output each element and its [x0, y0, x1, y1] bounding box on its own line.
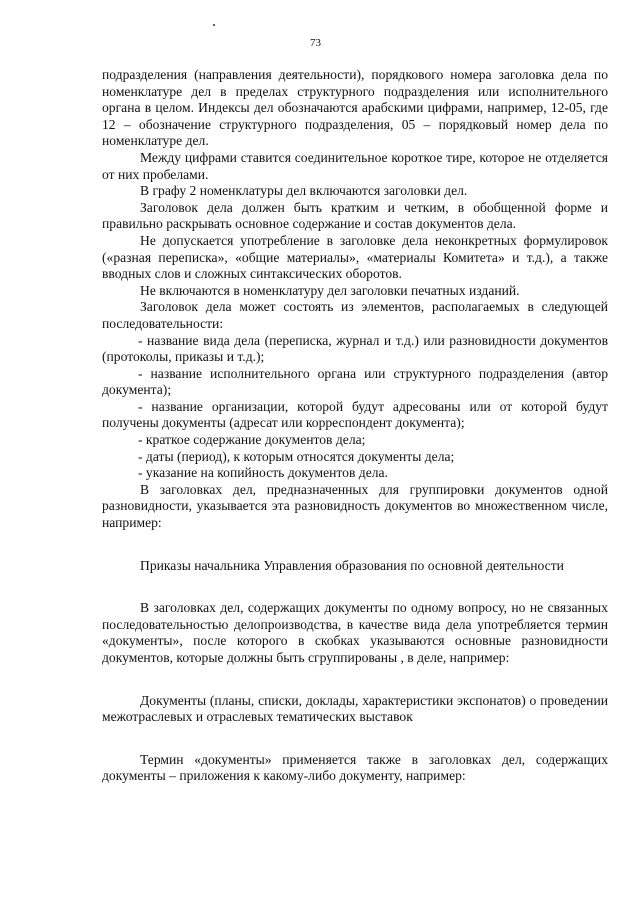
paragraph-not-allowed: Не допускается употребление в заголовке дела неконкретных формулировок («разная переписка», «общие материалы», «материалы Комитета» и т.д.), а также вводных слов и сложных синтаксических оборотов.	[102, 232, 608, 282]
paragraph-column-two: В графу 2 номенклатуры дел включаются заголовки дел.	[140, 183, 468, 199]
list-item: - название организации, которой будут адресованы или от которой будут получены документы (адресат или корреспондент документа);	[102, 398, 608, 431]
paragraph-grouping: В заголовках дел, предназначенных для группировки документов одной разновидности, указывается эта разновидность документов во множественном числе, например:	[102, 481, 608, 531]
paragraph-dash-rule: Между цифрами ставится соединительное короткое тире, которое не отделяется от них пробелами.	[102, 149, 608, 182]
paragraph-title-requirements: Заголовок дела должен быть кратким и четким, в обобщенной форме и правильно раскрывать основное содержание и состав документов дела.	[102, 199, 608, 232]
page-number: 73	[310, 37, 321, 49]
paragraph-attachments: Термин «документы» применяется также в заголовках дел, содержащих документы – приложения к какому-либо документу, например:	[102, 751, 608, 784]
example-documents: Документы (планы, списки, доклады, характеристики экспонатов) о проведении межотраслевых и отраслевых тематических выставок	[102, 692, 608, 725]
list-item: - название исполнительного органа или структурного подразделения (автор документа);	[102, 365, 608, 398]
paragraph-not-included: Не включаются в номенклатуру дел заголовки печатных изданий.	[140, 282, 520, 298]
list-item: - даты (период), к которым относятся документы дела;	[138, 448, 455, 464]
scan-speck	[213, 24, 215, 26]
example-orders: Приказы начальника Управления образования по основной деятельности	[140, 557, 564, 573]
paragraph-documents-term: В заголовках дел, содержащих документы по одному вопросу, но не связанных последовательностью делопроизводства, в качестве вида дела употребляется термин «документы», после которого в скобках указываются основные разновидности документов, которые должны быть сгруппированы , в деле, например:	[102, 600, 608, 665]
list-item: - краткое содержание документов дела;	[138, 432, 366, 448]
body-text	[102, 67, 608, 785]
paragraph-title-elements: Заголовок дела может состоять из элементов, располагаемых в следующей последовательности:	[102, 299, 608, 331]
list-item: - указание на копийность документов дела.	[138, 465, 388, 481]
list-item: - название вида дела (переписка, журнал и т.д.) или разновидности документов (протоколы, приказы и т.д.);	[102, 332, 608, 365]
paragraph-index-definition: подразделения (направления деятельности), порядкового номера заголовка дела по номенклатуре дел в пределах структурного подразделения или исполнительного органа в целом. Индексы дел обозначаются арабскими цифрами, например, 12-05, где 12 – обозначение структурного подразделения, 05 – порядковый номер дела по номенклатуре дел.	[102, 67, 608, 149]
